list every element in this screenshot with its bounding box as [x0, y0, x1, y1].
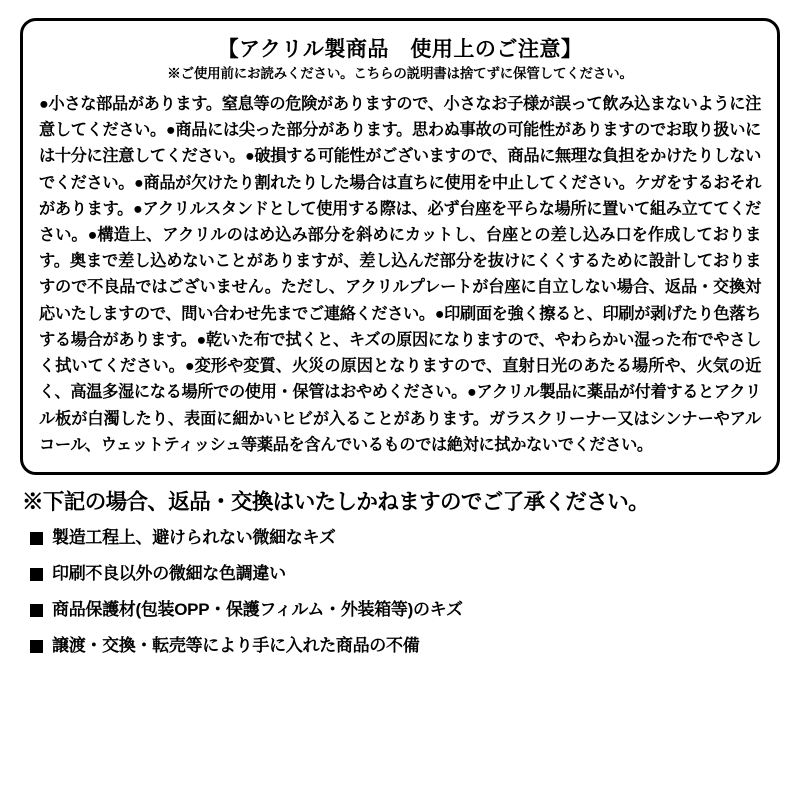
return-policy-section — [20, 489, 780, 658]
list-item-label: 譲渡・交換・転売等により手に入れた商品の不備 — [52, 635, 420, 655]
list-item — [30, 563, 780, 586]
return-policy-heading: ※下記の場合、返品・交換はいたしかねますのでご了承ください。 — [22, 490, 650, 515]
notice-card — [20, 18, 780, 475]
list-item — [30, 635, 780, 658]
return-policy-list — [20, 527, 780, 658]
list-item-label: 製造工程上、避けられない微細なキズ — [52, 528, 336, 548]
square-bullet-icon — [30, 604, 43, 617]
list-item-label: 商品保護材(包装OPP・保護フィルム・外装箱等)のキズ — [52, 599, 463, 619]
square-bullet-icon — [30, 640, 43, 653]
square-bullet-icon — [30, 568, 43, 581]
square-bullet-icon — [30, 532, 43, 545]
notice-title: 【アクリル製商品 使用上のご注意】 — [217, 38, 583, 61]
notice-subtitle: ※ご使用前にお読みください。こちらの説明書は捨てずに保管してください。 — [167, 66, 633, 82]
list-item — [30, 527, 780, 550]
list-item-label: 印刷不良以外の微細な色調違い — [52, 563, 286, 583]
list-item — [30, 599, 780, 622]
notice-body-text: ●小さな部品があります。窒息等の危険がありますので、小さなお子様が誤って飲み込まないように注意してください。●商品には尖った部分があります。思わぬ事故の可能性がありますのでお取り扱いには十分に注意してください。●破損する可能性がございますので、商品に無理な負担をかけたりしないでください。●商品が欠けたり割れたりした場合は直ちに使用を中止してください。ケガをするおそれがあります。●アクリルスタンドとして使用する際は、必ず台座を平らな場所に置いて組み立ててください。●構造上、アクリルのはめ込み部分を斜めにカットし、台座との差し込み口を作成しております。奥まで差し込めないことがありますが、差し込んだ部分を抜けにくくするために設計しておりますので不良品ではございません。ただし、アクリルプレートが台座に自立しない場合、返品・交換対応いたしますので、問い合わせ先までご連絡ください。●印刷面を強く擦ると、印刷が剥げたり色落ちする場合があります。●乾いた布で拭くと、キズの原因になりますので、やわらかい湿った布でやさしく拭いてください。●変形や変質、火災の原因となりますので、直射日光のあたる場所や、火気の近く、高温多湿になる場所での使用・保管はおやめください。●アクリル製品に薬品が付着するとアクリル板が白濁したり、表面に細かいヒビが入ることがあります。ガラスクリーナー又はシンナーやアルコール、ウェットティッシュ等薬品を含んでいるものでは絶対に拭かないでください。 — [39, 94, 762, 454]
